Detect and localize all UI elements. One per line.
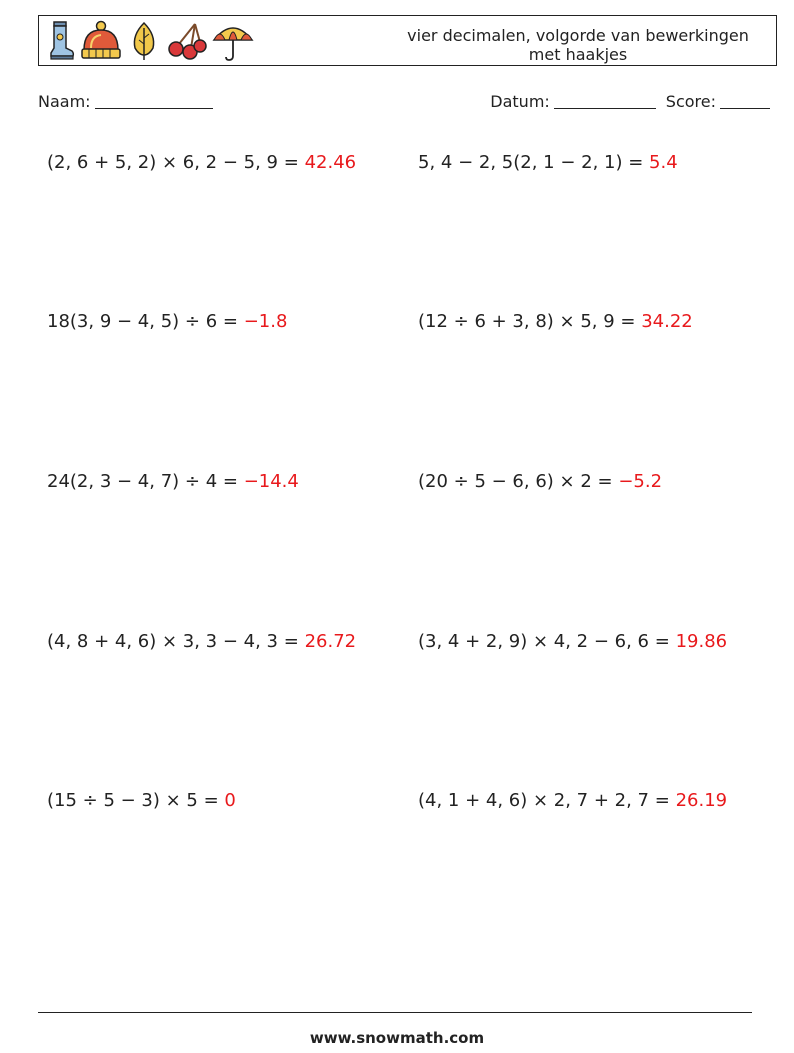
date-score-fields — [490, 92, 770, 111]
problem-answer: −1.8 — [243, 311, 288, 332]
score-label: Score: — [665, 92, 716, 111]
problem-expression: (4, 1 + 4, 6) × 2, 7 + 2, 7 = — [418, 790, 670, 811]
umbrella-icon — [211, 20, 255, 62]
date-blank-line[interactable] — [554, 92, 656, 109]
problem-1 — [47, 152, 356, 174]
name-field — [38, 92, 213, 111]
problem-answer: 19.86 — [675, 631, 728, 652]
problem-answer: 0 — [224, 790, 236, 811]
problem-answer: 26.19 — [675, 790, 728, 811]
leaf-icon — [127, 20, 161, 62]
date-label: Datum: — [490, 92, 550, 111]
problem-expression: 5, 4 − 2, 5(2, 1 − 2, 1) = — [418, 152, 644, 173]
problem-expression: 18(3, 9 − 4, 5) ÷ 6 = — [47, 311, 238, 332]
score-blank-line[interactable] — [720, 92, 770, 109]
problem-7 — [47, 631, 356, 653]
footer-divider — [38, 1012, 752, 1013]
footer-url[interactable]: www.snowmath.com — [309, 1029, 485, 1047]
problem-expression: 24(2, 3 − 4, 7) ÷ 4 = — [47, 471, 238, 492]
problem-answer: −5.2 — [618, 471, 663, 492]
problem-10 — [418, 790, 727, 812]
problem-expression: (4, 8 + 4, 6) × 3, 3 − 4, 3 = — [47, 631, 299, 652]
title-line-1: vier decimalen, volgorde van bewerkingen — [407, 26, 749, 45]
header-icons — [45, 19, 259, 63]
winter-hat-icon — [79, 20, 123, 62]
problem-6 — [418, 471, 662, 493]
problem-answer: −14.4 — [243, 471, 299, 492]
rain-boot-icon — [45, 20, 75, 62]
problem-expression: (15 ÷ 5 − 3) × 5 = — [47, 790, 219, 811]
problem-expression: (3, 4 + 2, 9) × 4, 2 − 6, 6 = — [418, 631, 670, 652]
problem-2 — [418, 152, 678, 174]
problem-answer: 34.22 — [641, 311, 693, 332]
problem-expression: (12 ÷ 6 + 3, 8) × 5, 9 = — [418, 311, 636, 332]
problem-answer: 42.46 — [304, 152, 357, 173]
problem-answer: 5.4 — [649, 152, 678, 173]
problem-8 — [418, 631, 727, 653]
problem-expression: (2, 6 + 5, 2) × 6, 2 − 5, 9 = — [47, 152, 299, 173]
name-label: Naam: — [38, 92, 91, 111]
worksheet-header — [38, 15, 777, 66]
cherries-icon — [165, 20, 207, 62]
problem-5 — [47, 471, 299, 493]
problem-answer: 26.72 — [304, 631, 357, 652]
problem-3 — [47, 311, 287, 333]
title-line-2: met haakjes — [528, 45, 628, 64]
problem-expression: (20 ÷ 5 − 6, 6) × 2 = — [418, 471, 613, 492]
problem-9 — [47, 790, 236, 812]
problem-4 — [418, 311, 693, 333]
name-blank-line[interactable] — [95, 92, 213, 109]
worksheet-title — [398, 26, 758, 64]
